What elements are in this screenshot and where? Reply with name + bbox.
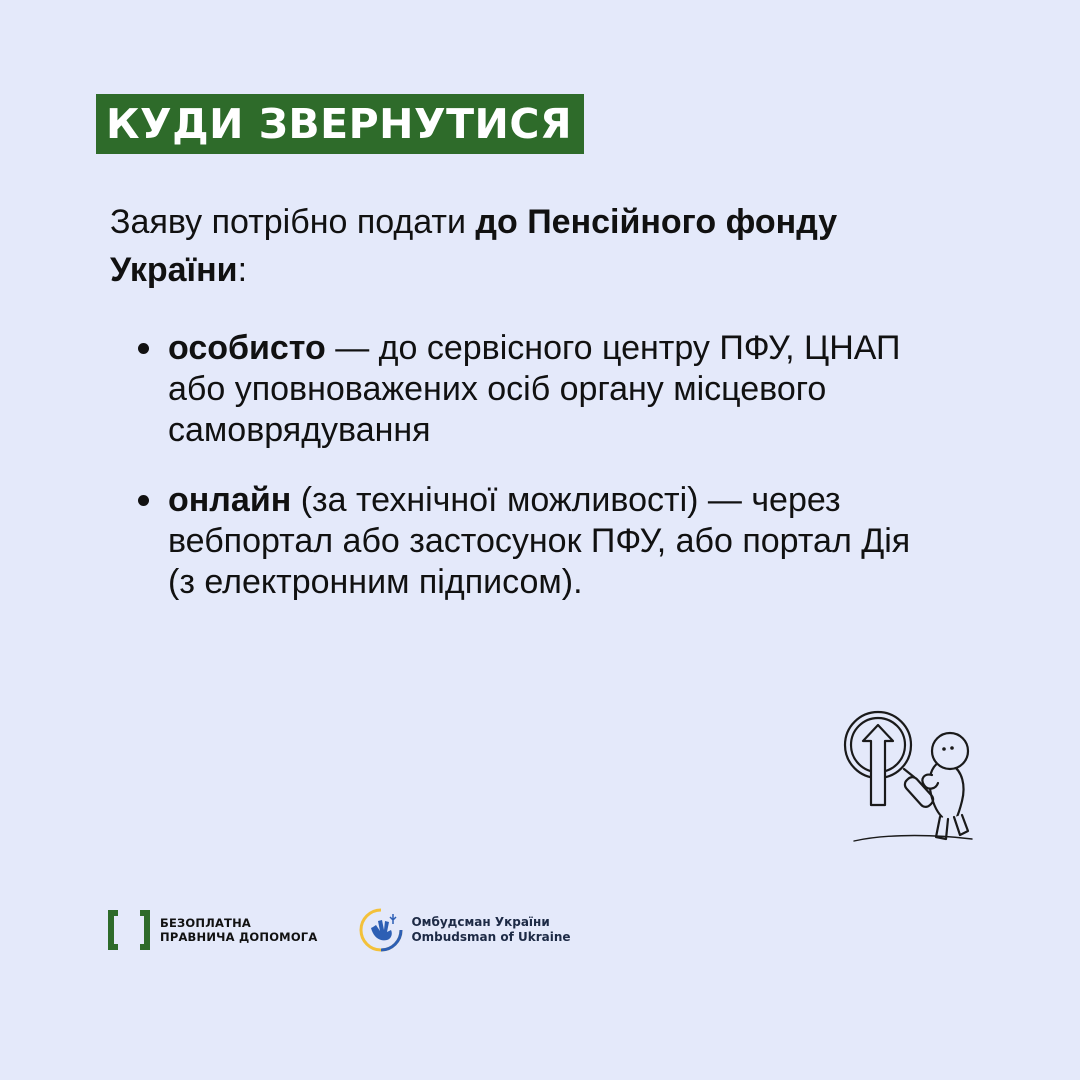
footer-logos (106, 902, 571, 958)
ombudsman-line1: Омбудсман України (411, 915, 550, 929)
bullet-line2: або уповноважених осіб органу місцевого (168, 370, 827, 408)
bullet-dot-icon (138, 495, 149, 506)
bracket-logo-icon (106, 908, 152, 952)
page-title: КУДИ ЗВЕРНУТИСЯ (106, 99, 573, 148)
intro-bold-line2: України (110, 251, 238, 289)
intro-suffix: : (237, 251, 248, 289)
bullet-bold-term: онлайн (168, 481, 292, 519)
bullet-list (168, 328, 1028, 632)
ombudsman-logo (357, 906, 570, 954)
ombudsman-emblem-icon (357, 906, 405, 954)
bullet-line1: — до сервісного центру ПФУ, ЦНАП (325, 329, 901, 367)
bullet-item-in-person (168, 328, 1028, 451)
bullet-line3: самоврядування (168, 411, 431, 449)
person-with-magnifier-illustration (840, 705, 980, 850)
legal-aid-line2: ПРАВНИЧА ДОПОМОГА (160, 930, 318, 944)
bullet-dot-icon (138, 343, 149, 354)
legal-aid-line1: БЕЗОПЛАТНА (160, 916, 252, 930)
bullet-line3: (з електронним підписом). (168, 563, 583, 601)
legal-aid-logo (106, 908, 317, 952)
bullet-line1: (за технічної можливості) — через (291, 481, 841, 519)
title-banner (96, 94, 584, 154)
intro-bold-line1: до Пенсійного фонду (475, 203, 838, 241)
intro-prefix: Заяву потрібно подати (110, 203, 476, 241)
bullet-line2: вебпортал або застосунок ПФУ, або портал Дія (168, 522, 911, 560)
ombudsman-line2: Ombudsman of Ukraine (411, 930, 571, 944)
bullet-item-online (168, 480, 1028, 603)
intro-paragraph (110, 198, 990, 294)
bullet-bold-term: особисто (168, 329, 326, 367)
